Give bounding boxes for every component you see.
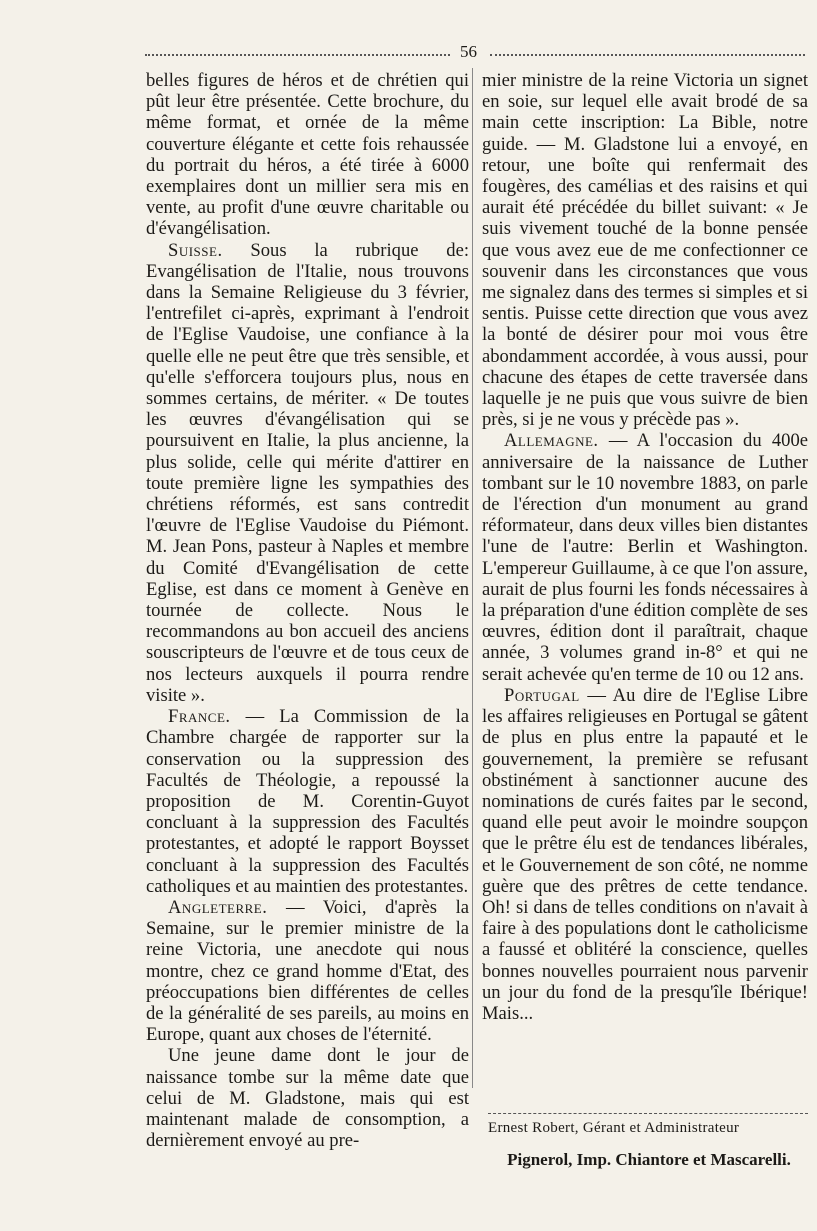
paragraph-angleterre <box>146 897 469 1045</box>
heading-suisse: Suisse. <box>168 239 223 261</box>
paragraph-angleterre-text: — Voici, d'après la Semaine, sur le premier ministre de la reine Victoria, une anecdote qui nous montre, chez ce grand homme d'Etat, des préoccupations bien différentes de celles de la généralité de ses pareils, au moins en Europe, quant aux choses de l'éternité. <box>146 896 469 1046</box>
paragraph-gladstone-cont: mier ministre de la reine Victoria un signet en soie, sur lequel elle avait brodé de sa main cette inscription: La Bible, notre guide. — M. Gladstone lui a envoyé, en retour, une boîte qui renfermait des fougères, des camélias et des raisins et qui aurait été précédée du billet suivant: « Je suis vivement touché de la bonne pensée que vous avez eue de me confectionner ce souvenir dans les circonstances que vous me signalez dans des termes si simples et si sentis. Puisse cette direction que vous avez la bonté de désirer pour moi vous être abondamment accordée, à vous aussi, pour chacune des étapes de cette traversée dans laquelle je ne puis que vous suivre de bien près, si je ne vous y précède pas ». <box>482 70 808 431</box>
paragraph-suisse <box>146 240 469 706</box>
paragraph-france-text: — La Commission de la Chambre chargée de rapporter sur la conservation ou la suppression des Facultés de Théologie, a repoussé la proposition de M. Corentin-Guyot concluant à la suppression des Facultés protestantes, et adopté le rapport Boysset concluant à la suppression des Facultés catholiques et au maintien des protestantes. <box>146 706 469 897</box>
gerant-line: Ernest Robert, Gérant et Administrateur <box>488 1120 740 1136</box>
heading-allemagne: Allemagne. <box>504 430 599 452</box>
heading-portugal: Portugal <box>504 684 580 706</box>
left-column <box>146 70 469 1151</box>
page-header <box>145 44 805 68</box>
paragraph-brochure: belles figures de héros et de chrétien qui pût leur être présentée. Cette brochure, du même format, et ornée de la même couverture élégante et cette fois rehaussée du portrait du héros, a été tirée à 6000 exemplaires dont un millier sera mis en vente, au profit d'une œuvre charitable ou d'évangélisation. <box>146 70 469 240</box>
paragraph-suisse-text: Sous la rubrique de: Evangélisation de l'Italie, nous trouvons dans la Semaine Religieuse du 3 février, l'entrefilet ci-après, exprimant à l'endroit de l'Eglise Vaudoise, une confiance à la quelle elle ne peut être que très sensible, et qu'elle s'efforcera toujours plus, nous en sommes certains, de mériter. « De toutes les œuvres d'évangélisation qui se poursuivent en Italie, la plus ancienne, la plus solide, celle qui mérite d'attirer en toute première ligne les sympathies des chrétiens réformés, est sans contredit l'œuvre de l'Eglise Vaudoise du Piémont. M. Jean Pons, pasteur à Naples et membre du Comité d'Evangélisation de cette Eglise, est dans ce moment à Genève en tournée de collecte. Nous le recommandons au bon accueil des anciens souscripteurs de l'œuvre et de tous ceux de nos lecteurs auxquels il pourra rendre visite ». <box>146 239 469 706</box>
heading-france: France. <box>168 706 231 728</box>
paragraph-portugal <box>482 685 808 1024</box>
paragraph-portugal-text: — Au dire de l'Eglise Libre les affaires religieuses en Portugal se gâtent de plus en plus entre la papauté et le gouvernement, la première se refusant obstinément à sanctionner aucune des nominations de curés faites par le second, quand elle peut avoir le moindre soupçon que le prêtre élu est de tendances libérales, et le Gouvernement de son côté, ne nomme guère que des prêtres de cette tendance. Oh! si dans de telles conditions on n'avait à faire à des populations dont le catholicisme a faussé et oblitéré la conscience, quelles bonnes nouvelles pourraient nous parvenir un jour du fond de la presqu'île Ibérique! Mais... <box>482 684 808 1024</box>
paragraph-france <box>146 706 469 897</box>
footer-rule <box>488 1113 808 1114</box>
page-number: 56 <box>460 42 477 61</box>
paragraph-gladstone-start: Une jeune dame dont le jour de naissance tombe sur la même date que celui de M. Gladstone, mais qui est maintenant malade de consomption, a dernièrement envoyé au pre- <box>146 1045 469 1152</box>
heading-angleterre: Angleterre. <box>168 896 268 918</box>
right-column <box>482 70 808 1024</box>
header-rule-left <box>145 54 450 56</box>
paragraph-allemagne <box>482 430 808 684</box>
column-divider <box>472 68 473 1088</box>
paragraph-allemagne-text: — A l'occasion du 400e anniversaire de la naissance de Luther tombant sur le 10 novembre 1883, on parle de l'érection d'un monument au grand réformateur, dans deux villes bien distantes l'une de l'autre: Berlin et Washington. L'empereur Guillaume, à ce que l'on assure, aurait de plus fourni les fonds nécessaires à la préparation d'une édition complète de ses œuvres, édition dont il paraîtrait, chaque année, 3 volumes grand in-8° et qui ne serait achevée qu'en terme de 10 ou 12 ans. <box>482 430 808 685</box>
header-rule-right <box>490 54 805 56</box>
imprint-line: Pignerol, Imp. Chiantore et Mascarelli. <box>507 1150 791 1169</box>
